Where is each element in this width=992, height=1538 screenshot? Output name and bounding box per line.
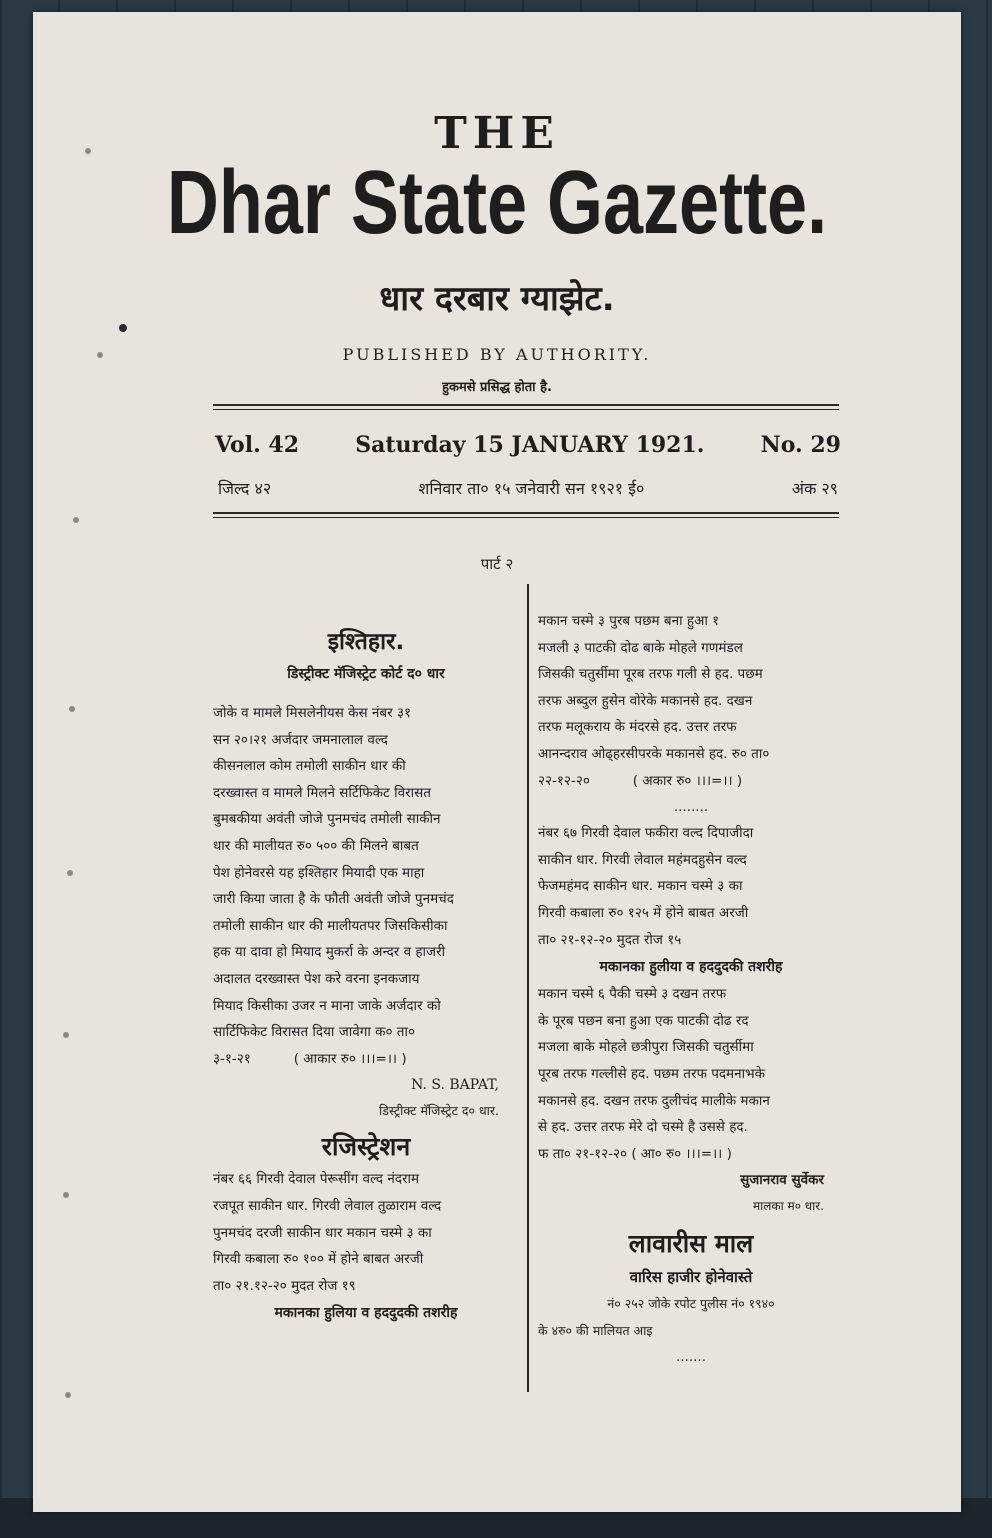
punch-hole xyxy=(73,517,79,523)
right-column xyxy=(538,608,844,1370)
top-rule-thin xyxy=(213,409,839,410)
signature-name: सुजानराव सुर्वेकर xyxy=(740,1172,824,1189)
mortgage-line: गिरवी कबाला रु० १२५ में होने बाबत अरजी xyxy=(538,904,749,921)
notice-line: जारी किया जाता है के फौती अवंती जोजे पुनमचंद xyxy=(213,891,454,908)
bottom-rule-thin xyxy=(213,517,839,518)
part-label: पार्ट २ xyxy=(480,555,514,573)
issue-number-hindi: अंक २९ xyxy=(791,479,838,498)
mortgage-line: ता० २१-१२-२० मुदत रोज १५ xyxy=(538,931,682,948)
boundaries-line: के पूरब पछन बना हुआ एक पाटकी दोढ रद xyxy=(538,1012,749,1029)
signature-title: डिस्ट्रीक्ट मॅजिस्ट्रेट द० धार. xyxy=(379,1103,499,1119)
property-line: तरफ मलूकराय के मंदरसे हद. उत्तर तरफ xyxy=(538,719,737,736)
property-line: तरफ अब्दुल हुसेन वोरेके मकानसे हद. दखन xyxy=(538,692,753,709)
punch-hole xyxy=(63,1192,69,1198)
notice-line: सन २०।२१ अर्जदार जमनालाल वल्द xyxy=(213,731,388,748)
volume-hindi: जिल्द ४२ xyxy=(218,479,272,498)
signature-title: मालका म० धार. xyxy=(753,1199,824,1214)
masthead-title: Dhar State Gazette. xyxy=(166,153,828,253)
gazette-page xyxy=(33,12,961,1512)
top-rule xyxy=(213,404,839,406)
issue-line xyxy=(215,432,841,458)
unclaimed-line: नं० २५२ जोके रपोट पुलीस नं० १९४० xyxy=(607,1296,775,1312)
issue-date: Saturday 15 JANUARY 1921. xyxy=(355,432,705,458)
notice-line: मियाद किसीका उजर न माना जाके अर्जदार को xyxy=(213,997,441,1014)
notice-line: कीसनलाल कोम तमोली साकीन धार की xyxy=(213,758,406,775)
published-by-authority: PUBLISHED BY AUTHORITY. xyxy=(342,345,652,364)
registration-line: रजपूत साकीन धार. गिरवी लेवाल तुळाराम वल्द xyxy=(213,1197,442,1214)
masthead-title-hindi: धार दरबार ग्याझेट. xyxy=(379,279,615,319)
mortgage-entry xyxy=(538,820,844,953)
registration-line: ता० २१.१२-२० मुदत रोज १९ xyxy=(213,1277,356,1294)
punch-hole xyxy=(65,1392,71,1398)
property-line: आनन्दराव ओढ्हरसीपरके मकानसे हद. रु० ता० xyxy=(538,745,770,762)
bottom-rule xyxy=(213,512,839,514)
boundaries-line: मकानसे हद. दखन तरफ दुलीचंद मालीके मकान xyxy=(538,1092,770,1109)
punch-hole xyxy=(69,706,75,712)
property-line: जिसकी चतुर्सीमा पूरब तरफ गली से हद. पछम xyxy=(538,666,763,683)
mortgage-line: नंबर ६७ गिरवी देवाल फकीरा वल्द दिपाजीदा xyxy=(538,825,754,842)
notice-line: पेश होनेवरसे यह इश्तिहार मियादी एक माहा xyxy=(213,864,425,881)
property-line: २२-१२-२० ( अकार रु० ।।।=।। ) xyxy=(538,772,743,789)
end-dots: ....... xyxy=(675,1349,707,1366)
boundaries-body xyxy=(538,981,844,1167)
mortgage-line: साकीन धार. गिरवी लेवाल महंमदहुसेन वल्द xyxy=(538,851,747,868)
signature-name: N. S. BAPAT, xyxy=(411,1077,499,1094)
boundaries-line: मजला बाके मोहले छत्रीपुरा जिसकी चतुर्सीमा xyxy=(538,1039,754,1056)
unclaimed-body xyxy=(538,1291,844,1344)
boundaries-line: मकान चस्मे ६ पैकी चस्मे ३ दखन तरफ xyxy=(538,986,727,1003)
volume: Vol. 42 xyxy=(215,432,300,458)
notice-line: सार्टिफिकेट विरासत दिया जावेगा क० ता० xyxy=(213,1024,416,1041)
notice-line: बुमबकीया अवंती जोजे पुनमचंद तमोली साकीन xyxy=(213,811,441,828)
masthead-the: THE xyxy=(434,108,560,159)
notice-line: अदालत दरख्वास्त पेश करे वरना इनकजाय xyxy=(213,970,420,987)
mortgage-line: फेजमहंमद साकीन धार. मकान चस्मे ३ का xyxy=(538,878,743,895)
unclaimed-subheading: वारिस हाजीर होनेवास्ते xyxy=(629,1268,753,1287)
boundaries-line: फ ता० २१-१२-२० ( आ० रु० ।।।=।। ) xyxy=(538,1145,732,1162)
registration-line: गिरवी कबाला रु० १०० में होने बाबत अरजी xyxy=(213,1251,424,1268)
registration-heading: रजिस्ट्रेशन xyxy=(321,1132,411,1162)
notice-line: दरख्वास्त व मामले मिलने सर्टिफिकेट विरासत xyxy=(213,784,431,801)
boundaries-heading: मकानका हुलिया व हददुदकी तशरीह xyxy=(274,1305,458,1322)
notice-body xyxy=(213,700,519,1072)
ink-mark xyxy=(119,324,127,332)
boundaries-line: पूरब तरफ गल्लीसे हद. पछम तरफ पदमनाभके xyxy=(538,1065,765,1082)
notice-line: ३-१-२१ ( आकार रु० ।।।=।। ) xyxy=(213,1050,407,1067)
notice-line: हक या दावा हो मियाद मुकर्रा के अन्दर व हाजरी xyxy=(213,944,446,961)
notice-line: जोके व मामले मिसलेनीयस केस नंबर ३१ xyxy=(213,705,411,721)
notice-line: तमोली साकीन धार की मालीयतपर जिसकिसीका xyxy=(213,917,448,934)
unclaimed-heading: लावारीस माल xyxy=(628,1229,754,1259)
property-line: मकान चस्मे ३ पुरब पछम बना हुआ १ xyxy=(538,613,720,629)
punch-hole xyxy=(67,870,73,876)
notice-line: धार की मालीयत रु० ५०० की मिलने बाबत xyxy=(213,837,419,854)
registration-line: पुनमचंद दरजी साकीन धार मकान चस्मे ३ का xyxy=(213,1224,432,1241)
unclaimed-line: के ४रु० की मालियत आइ xyxy=(538,1322,653,1338)
left-column xyxy=(213,624,519,1327)
boundaries-heading: मकानका हुलीया व हददुदकी तशरीह xyxy=(599,959,783,976)
issue-number: No. 29 xyxy=(760,432,841,458)
column-divider xyxy=(527,584,529,1392)
boundaries-line: से हद. उत्तर तरफ मेरे दो चस्मे है उससे हद. xyxy=(538,1119,748,1136)
registration-body xyxy=(213,1166,519,1299)
notice-subheading: डिस्ट्रीक्ट मॅजिस्ट्रेट कोर्ट द० धार xyxy=(287,666,445,682)
notice-heading: इश्तिहार. xyxy=(327,629,405,655)
registration-line: नंबर ६६ गिरवी देवाल पेरूसींग वल्द नंदराम xyxy=(213,1171,420,1188)
issue-date-hindi: शनिवार ता० १५ जनेवारी सन १९२१ ई० xyxy=(418,479,645,498)
separator-dots: ........ xyxy=(673,799,709,816)
property-line: मजली ३ पाटकी दोढ बाके मोहले गणमंडल xyxy=(538,639,743,656)
property-description xyxy=(538,608,844,794)
published-by-authority-hindi: हुकमसे प्रसिद्ध होता है. xyxy=(442,380,552,395)
punch-hole xyxy=(63,1032,69,1038)
issue-line-hindi xyxy=(218,477,838,499)
